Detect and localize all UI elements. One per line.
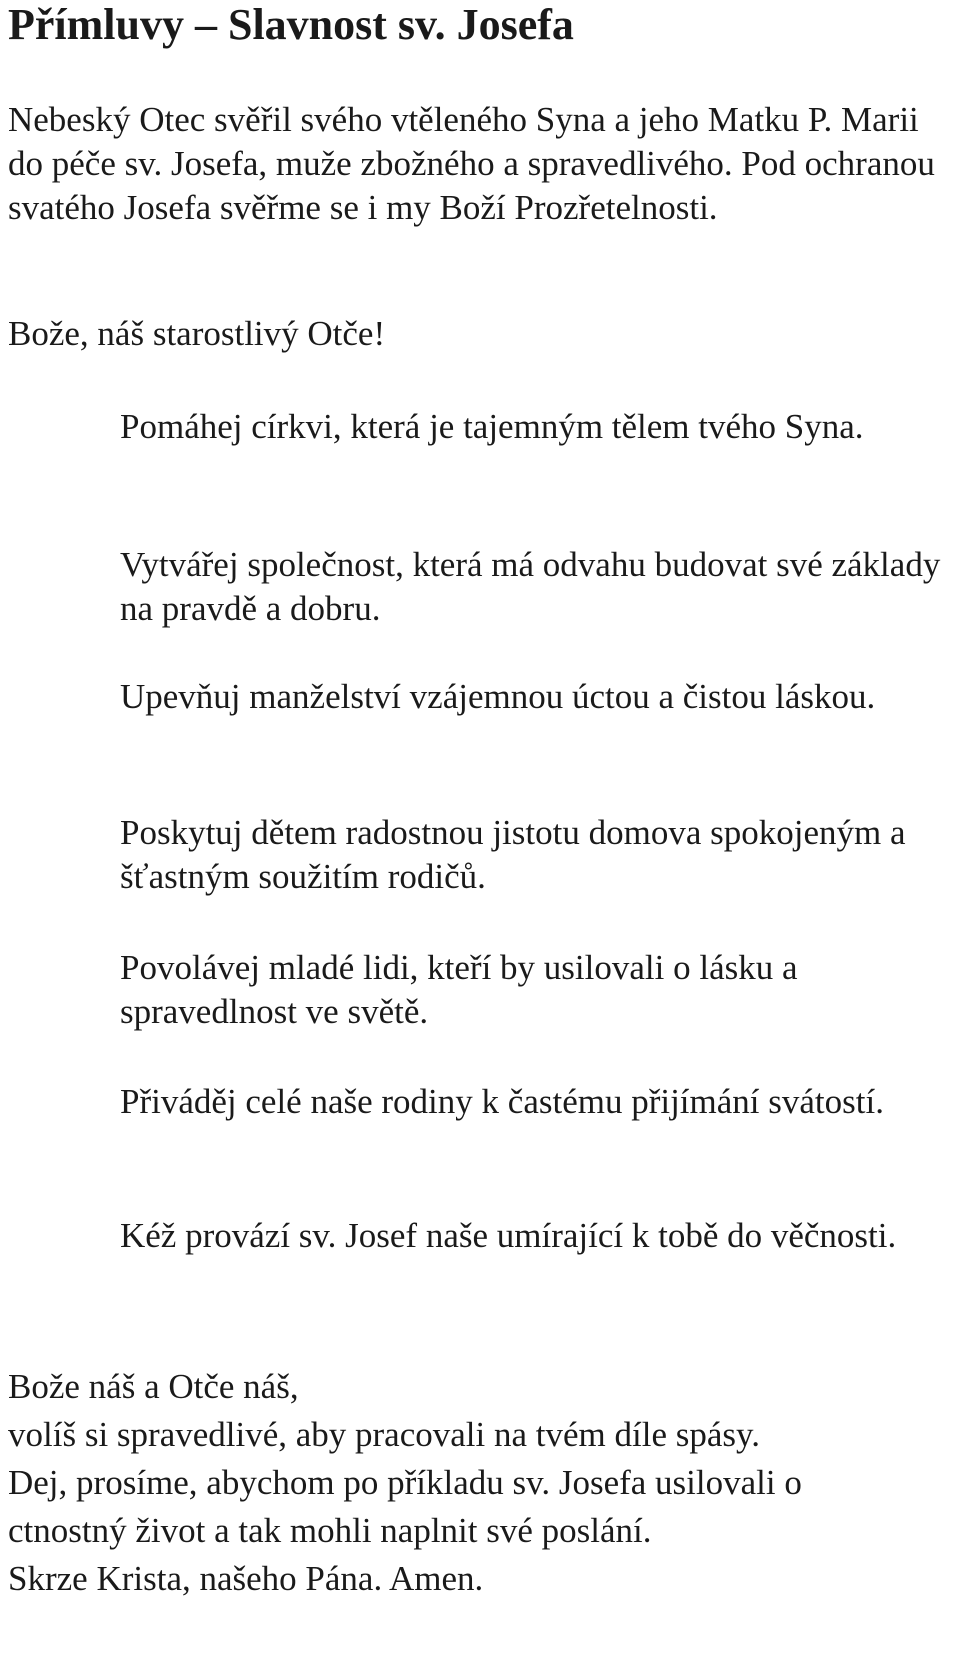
closing-line: Skrze Krista, našeho Pána. Amen. [8, 1559, 484, 1598]
intro-paragraph: Nebeský Otec svěřil svého vtěleného Syna a jeho Matku P. Marii do péče sv. Josefa, muže zbožného a spravedlivého. Pod ochranou svatého Josefa svěřme se i my Boží Prozřetelnosti. [8, 100, 935, 227]
closing-line: Dej, prosíme, abychom po příkladu sv. Josefa usilovali o [8, 1463, 802, 1502]
petition-item: Vytvářej společnost, která má odvahu budovat své základy na pravdě a dobru. [120, 545, 941, 628]
petition-item: Povolávej mladé lidi, kteří by usilovali o lásku a spravedlnost ve světě. [120, 948, 798, 1031]
petition-item: Přiváděj celé naše rodiny k častému přijímání svátostí. [120, 1082, 884, 1121]
invocation-line: Bože, náš starostlivý Otče! [8, 314, 386, 353]
closing-line: ctnostný život a tak mohli naplnit své poslání. [8, 1511, 652, 1550]
closing-line: Bože náš a Otče náš, [8, 1367, 299, 1406]
closing-line: volíš si spravedlivé, aby pracovali na tvém díle spásy. [8, 1415, 760, 1454]
petition-item: Upevňuj manželství vzájemnou úctou a čistou láskou. [120, 677, 876, 716]
page-title: Přímluvy – Slavnost sv. Josefa [8, 0, 574, 49]
petition-item: Pomáhej církvi, která je tajemným tělem tvého Syna. [120, 407, 864, 446]
petition-item: Poskytuj dětem radostnou jistotu domova spokojeným a šťastným soužitím rodičů. [120, 813, 906, 896]
closing-prayer [8, 1363, 953, 1603]
petition-item: Kéž provází sv. Josef naše umírající k tobě do věčnosti. [120, 1216, 897, 1255]
